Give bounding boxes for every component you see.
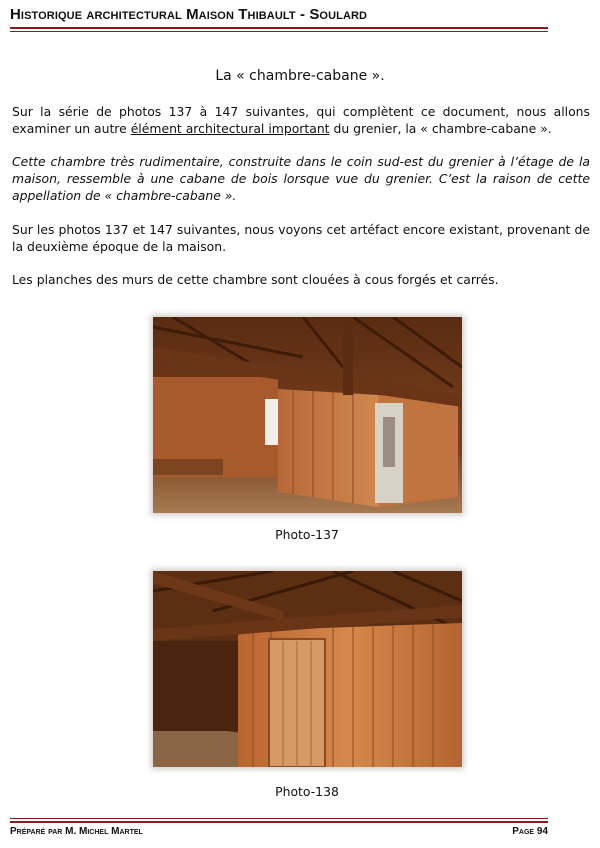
paragraph-intro-underlined: élément architectural important — [130, 121, 330, 136]
footer-page-number: Page 94 — [512, 826, 548, 837]
photo-137-caption: Photo-137 — [275, 527, 339, 542]
photo-138-image — [153, 571, 462, 767]
photo-137-image — [153, 317, 462, 513]
header-rule — [10, 27, 548, 29]
section-title: La « chambre-cabane ». — [215, 68, 385, 84]
footer-author: Préparé par M. Michel Martel — [10, 826, 143, 837]
header-rule-thin — [10, 31, 548, 32]
paragraph-intro-start: Sur la série de photos 137 à 147 suivantes, qui complètent ce document, nous allons examiner un autre — [12, 104, 590, 136]
footer-rule-thin — [10, 818, 548, 819]
page-title: Historique architectural Maison Thibault - Soulard — [10, 6, 368, 23]
paragraph-description: Cette chambre très rudimentaire, construite dans le coin sud-est du grenier à l’étage de la maison, ressemble à une cabane de bois lorsque vue du grenier. C’est la raison de cette appellation de « chambre-cabane ». — [12, 154, 590, 203]
paragraph-intro-end: du grenier, la « chambre-cabane ». — [329, 121, 552, 136]
paragraph-intro — [12, 103, 590, 137]
paragraph-photos: Sur les photos 137 et 147 suivantes, nous voyons cet artéfact encore existant, provenant de la deuxième époque de la maison. — [12, 222, 590, 254]
photo-138-caption: Photo-138 — [275, 784, 339, 799]
footer-rule — [10, 821, 548, 823]
paragraph-planks: Les planches des murs de cette chambre sont clouées à cous forgés et carrés. — [12, 272, 499, 287]
